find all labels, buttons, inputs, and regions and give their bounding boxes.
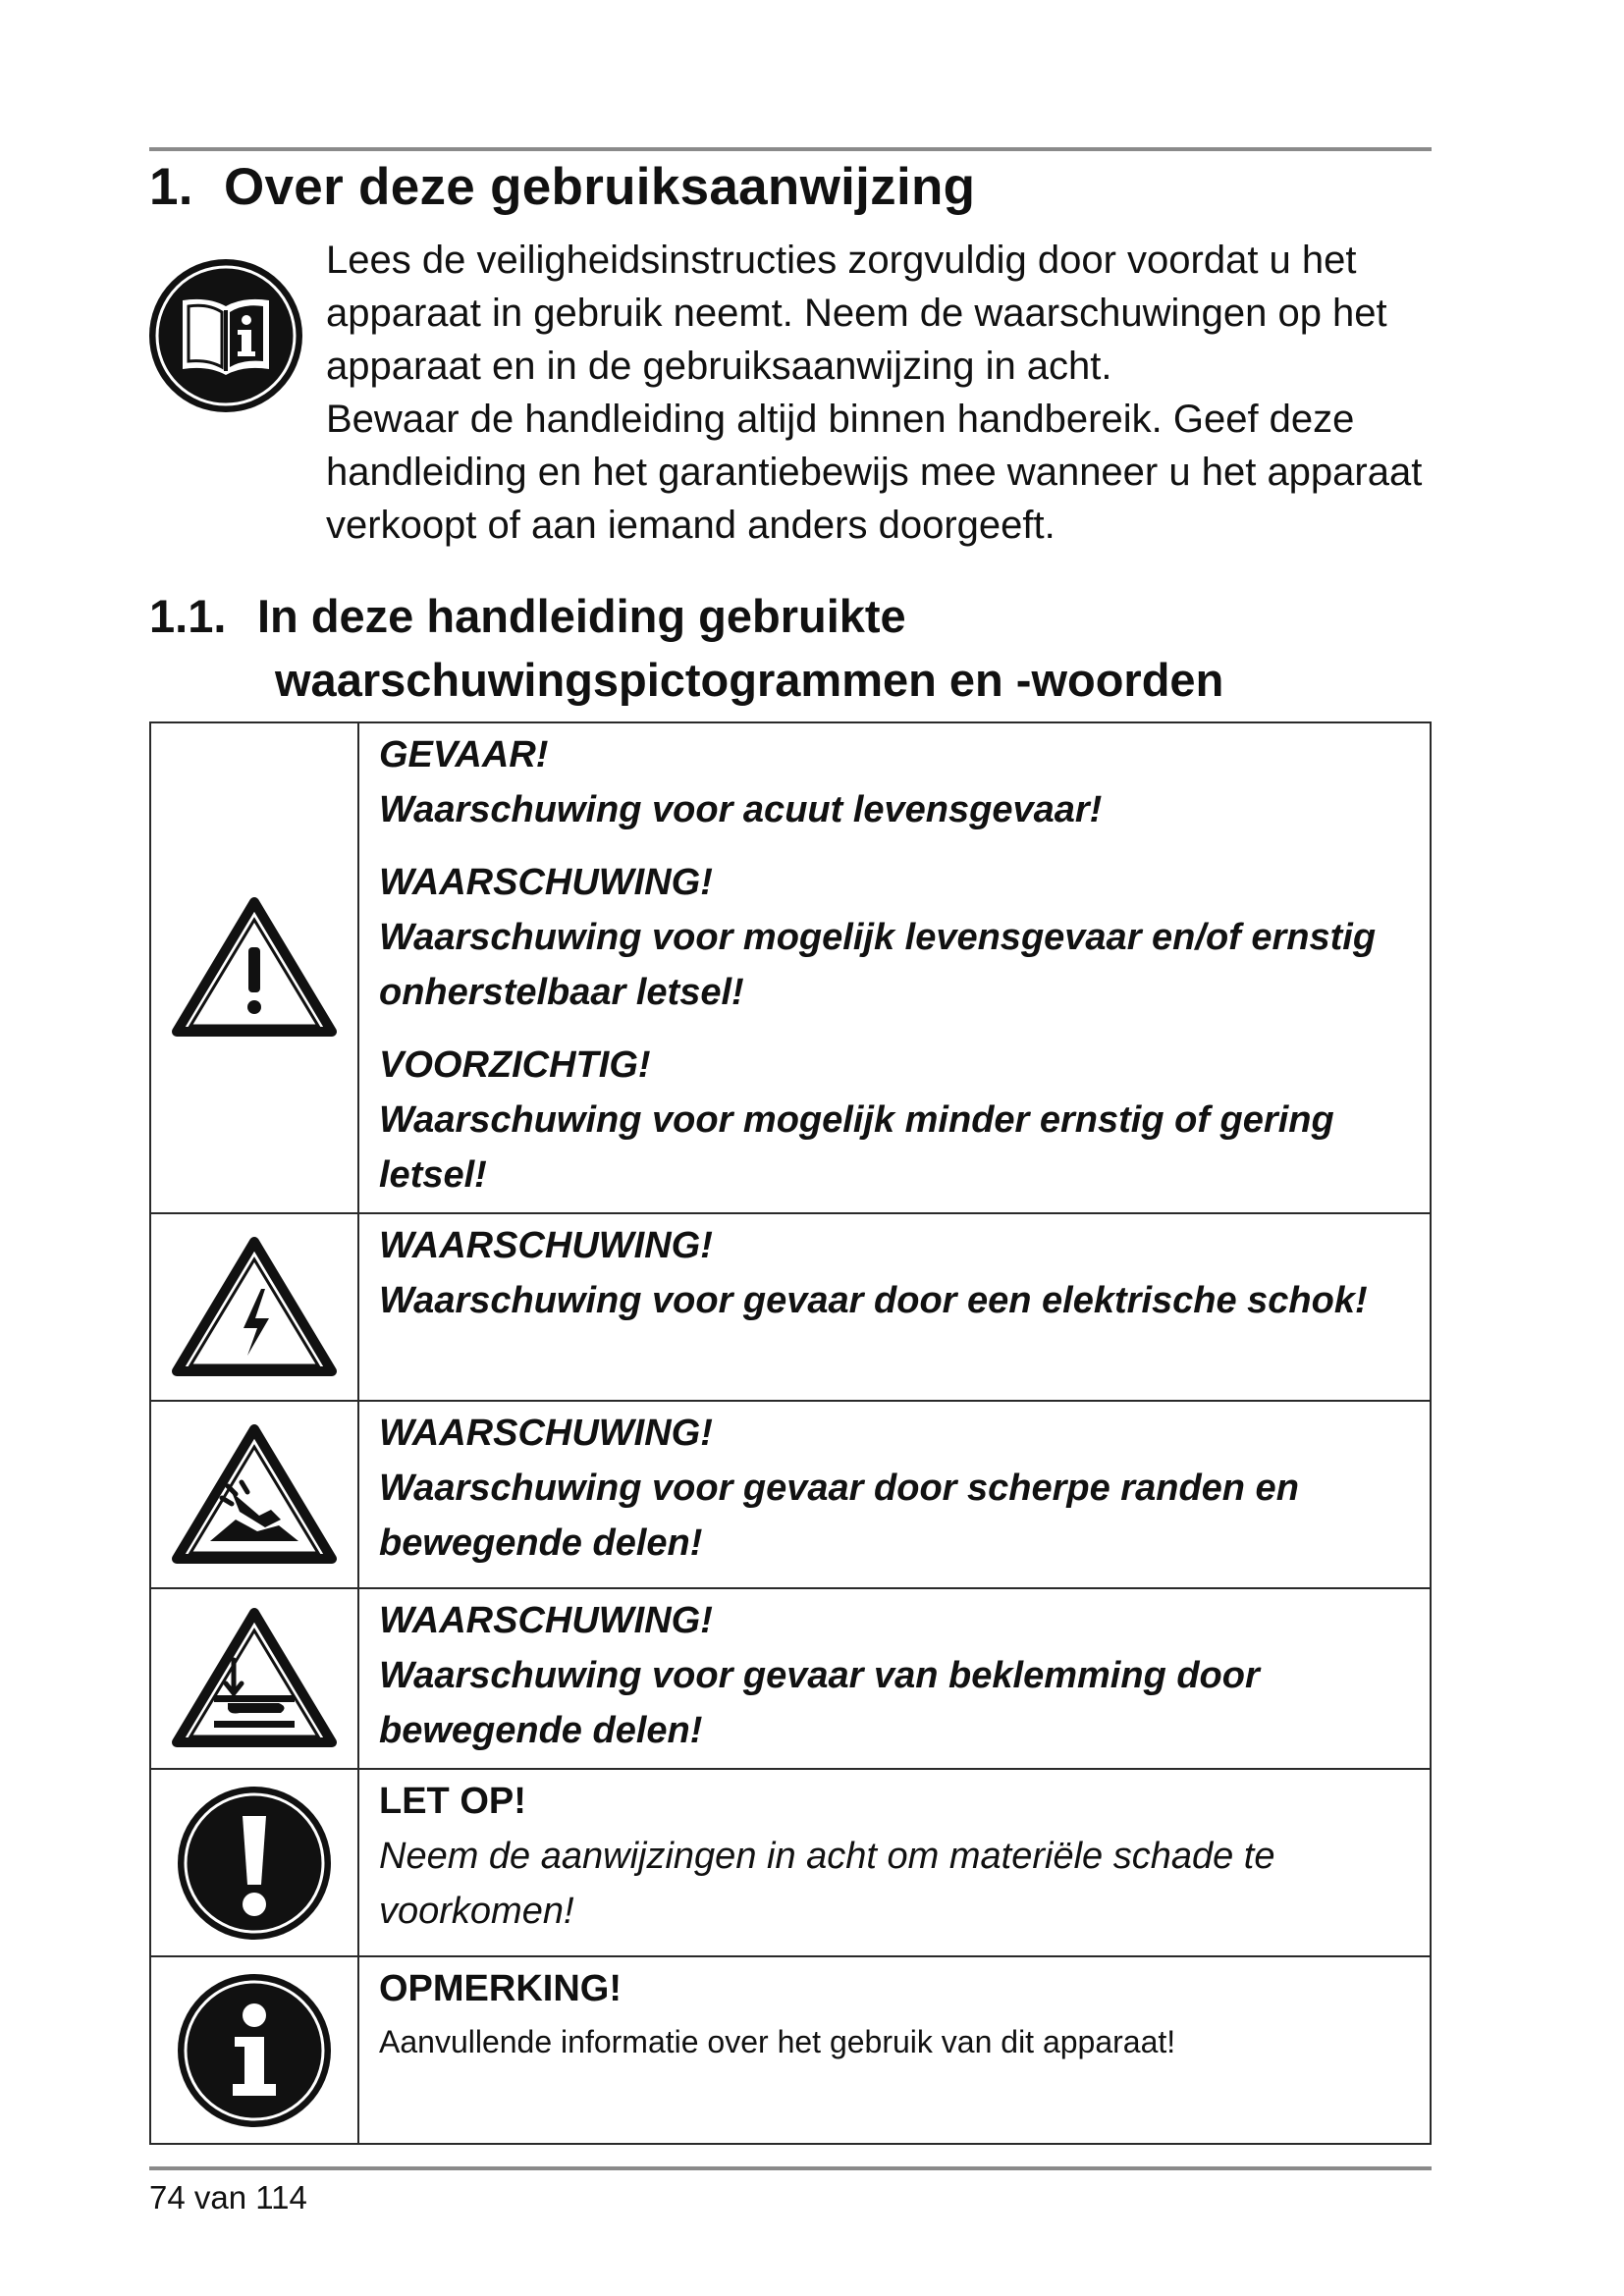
section-number: 1. <box>149 158 193 216</box>
signal-message: Waarschuwing voor acuut levensgevaar! <box>379 789 1103 830</box>
bottom-rule <box>149 2166 1432 2170</box>
table-row <box>150 1769 1431 1956</box>
signal-message: Waarschuwing voor gevaar van beklemming door bewegende delen! <box>379 1655 1260 1751</box>
signal-word: OPMERKING! <box>379 1968 622 2009</box>
signal-word: WAARSCHUWING! <box>379 1600 713 1641</box>
signal-block <box>379 1589 1422 1758</box>
text-cell <box>358 1213 1431 1401</box>
text-cell <box>358 1956 1431 2144</box>
intro-text <box>326 234 1445 552</box>
signal-block <box>379 1214 1422 1328</box>
subsection-number: 1.1. <box>149 590 227 642</box>
signal-word: VOORZICHTIG! <box>379 1044 651 1086</box>
table-row <box>150 1401 1431 1588</box>
sharp-edges-triangle-icon <box>151 1421 357 1569</box>
signal-block <box>379 723 1422 837</box>
signal-block <box>379 1957 1422 2067</box>
table-row <box>150 1588 1431 1769</box>
text-cell <box>358 1588 1431 1769</box>
intro-paragraph-2: Bewaar de handleiding altijd binnen handbereik. Geef deze handleiding en het garantiebewijs mee wanneer u het apparaat verkoopt of aan iemand anders doorgeeft. <box>326 398 1423 547</box>
icon-cell <box>150 722 358 1213</box>
icon-cell <box>150 1769 358 1956</box>
electric-shock-triangle-icon <box>151 1234 357 1381</box>
signal-word: WAARSCHUWING! <box>379 1413 713 1454</box>
subsection-title-line2: waarschuwingspictogrammen en -woorden <box>275 654 1224 706</box>
icon-cell <box>150 1213 358 1401</box>
info-circle-icon <box>151 1972 357 2129</box>
signal-message: Aanvullende informatie over het gebruik van dit apparaat! <box>379 2024 1176 2059</box>
icon-cell <box>150 1956 358 2144</box>
signal-word: GEVAAR! <box>379 734 549 775</box>
signal-block <box>379 1402 1422 1571</box>
signal-message: Waarschuwing voor mogelijk minder ernstig of gering letsel! <box>379 1099 1334 1196</box>
table-row <box>150 1213 1431 1401</box>
signal-word: LET OP! <box>379 1781 526 1822</box>
text-cell <box>358 1769 1431 1956</box>
signal-message: Neem de aanwijzingen in acht om materiële schade te voorkomen! <box>379 1836 1275 1932</box>
icon-cell <box>150 1588 358 1769</box>
read-manual-icon <box>147 257 304 414</box>
table-row <box>150 1956 1431 2144</box>
warning-exclamation-triangle-icon <box>151 894 357 1041</box>
intro-paragraph-1: Lees de veiligheidsinstructies zorgvuldig door voordat u het apparaat in gebruik neemt. Neem de waarschuwingen op het apparaat en in de gebruiksaanwijzing in acht. <box>326 239 1387 388</box>
signal-word: WAARSCHUWING! <box>379 862 713 903</box>
signal-block <box>379 1770 1422 1939</box>
top-rule <box>149 147 1432 151</box>
section-title: Over deze gebruiksaanwijzing <box>224 158 976 216</box>
signal-block <box>379 847 1422 1020</box>
signal-message: Waarschuwing voor gevaar door scherpe randen en bewegende delen! <box>379 1468 1299 1564</box>
signal-block <box>379 1030 1422 1202</box>
text-cell <box>358 1401 1431 1588</box>
table-row <box>150 722 1431 1213</box>
subsection-heading <box>149 584 1223 712</box>
icon-cell <box>150 1401 358 1588</box>
signal-message: Waarschuwing voor mogelijk levensgevaar en/of ernstig onherstelbaar letsel! <box>379 917 1377 1013</box>
signal-message: Waarschuwing voor gevaar door een elektrische schok! <box>379 1280 1368 1321</box>
subsection-title-line1: In deze handleiding gebruikte <box>257 590 906 642</box>
hand-crush-triangle-icon <box>151 1605 357 1752</box>
notice-exclamation-circle-icon <box>151 1785 357 1942</box>
text-cell <box>358 722 1431 1213</box>
signal-word: WAARSCHUWING! <box>379 1225 713 1266</box>
warning-symbols-table <box>149 721 1432 2145</box>
page-number: 74 van 114 <box>149 2179 307 2216</box>
section-heading <box>149 157 975 217</box>
